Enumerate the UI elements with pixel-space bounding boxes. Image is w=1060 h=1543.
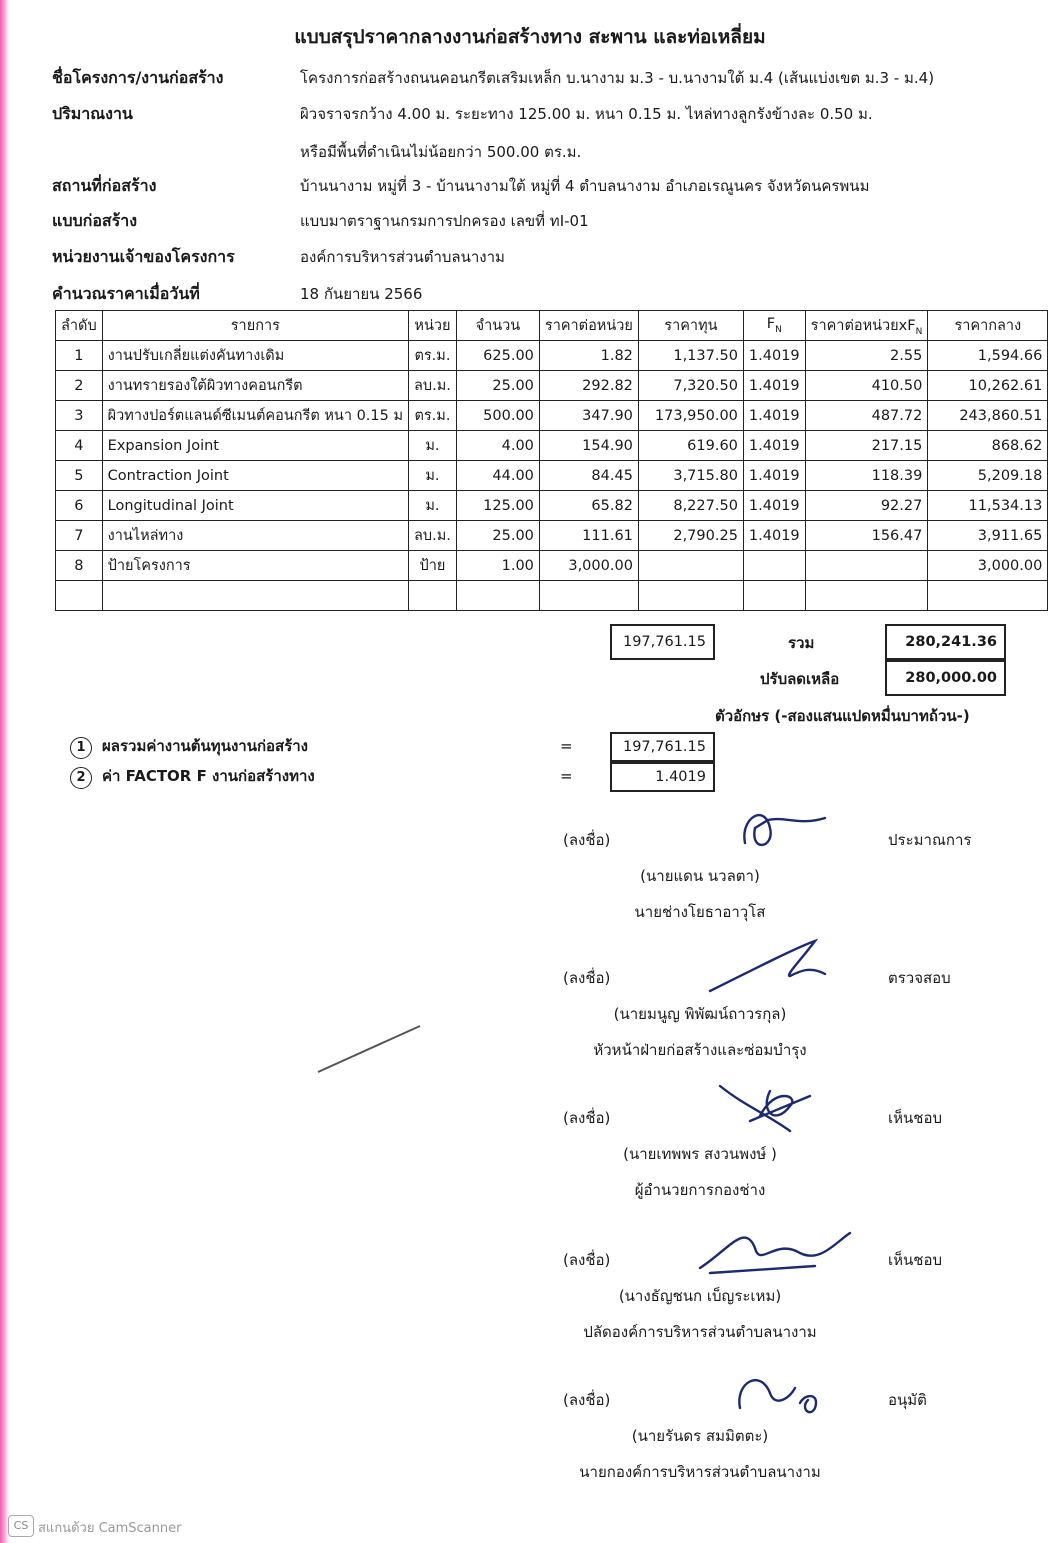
- cell-qty: 125.00: [456, 491, 539, 521]
- header-unit: หน่วย: [409, 311, 457, 341]
- signer-position: นายกองค์การบริหารส่วนตำบลนางาม: [579, 1463, 821, 1481]
- cell-factor: 1.4019: [743, 341, 805, 371]
- cell-unit-price: 292.82: [539, 371, 638, 401]
- handwritten-signature: [650, 798, 880, 868]
- cell-mid-price: 868.62: [928, 431, 1048, 461]
- table-row: [56, 581, 1048, 611]
- cell-mid-price: 243,860.51: [928, 401, 1048, 431]
- info-label-design: แบบก่อสร้าง: [52, 211, 138, 230]
- table-row: [56, 461, 1048, 491]
- camscanner-logo: CS: [8, 1515, 34, 1537]
- cell-qty: 25.00: [456, 521, 539, 551]
- cell-unit: ลบ.ม.: [409, 371, 457, 401]
- pen-mark: [310, 1020, 430, 1080]
- signer-role: ตรวจสอบ: [888, 969, 951, 987]
- summary-label-1: ผลรวมค่างานต้นทุนงานก่อสร้าง: [102, 737, 308, 755]
- signer-role: ประมาณการ: [888, 831, 972, 849]
- header-qty: จำนวน: [456, 311, 539, 341]
- table-row: [56, 431, 1048, 461]
- cell-cost: 1,137.50: [638, 341, 743, 371]
- signer-position: ปลัดองค์การบริหารส่วนตำบลนางาม: [583, 1323, 817, 1341]
- cell-no: [56, 581, 103, 611]
- cell-cost: 2,790.25: [638, 521, 743, 551]
- circle-number-2: 2: [70, 767, 92, 789]
- signer-role: เห็นชอบ: [888, 1251, 942, 1269]
- cell-unit-price: [539, 581, 638, 611]
- cell-unit-price: 1.82: [539, 341, 638, 371]
- cell-item: งานไหล่ทาง: [102, 521, 408, 551]
- sign-label: (ลงชื่อ): [563, 969, 611, 987]
- table-row: [56, 551, 1048, 581]
- signer-role: เห็นชอบ: [888, 1109, 942, 1127]
- cell-unit: ตร.ม.: [409, 341, 457, 371]
- table-header-row: [56, 311, 1048, 341]
- cell-cost: [638, 581, 743, 611]
- signer-position: ผู้อำนวยการกองช่าง: [634, 1181, 766, 1199]
- signer-name: (นายแดน นวลตา): [640, 867, 760, 885]
- header-unit-price-factor: ราคาต่อหน่วย$xF_N$: [805, 311, 928, 341]
- signer-name: (นางธัญชนก เบ็ญระเหม): [618, 1287, 782, 1305]
- header-mid-price: ราคากลาง: [928, 311, 1048, 341]
- header-cost: ราคาทุน: [638, 311, 743, 341]
- cell-qty: 500.00: [456, 401, 539, 431]
- cell-item: Expansion Joint: [102, 431, 408, 461]
- cell-unit-price-factor: [805, 581, 928, 611]
- cell-unit-price-factor: 2.55: [805, 341, 928, 371]
- cell-cost: 7,320.50: [638, 371, 743, 401]
- info-label-quantity: ปริมาณงาน: [52, 104, 133, 123]
- summary-eq-1: =: [560, 737, 573, 755]
- cell-unit-price: 154.90: [539, 431, 638, 461]
- cell-no: 7: [56, 521, 103, 551]
- document-title: แบบสรุปราคากลางงานก่อสร้างทาง สะพาน และท่อเหลี่ยม: [294, 26, 766, 48]
- cell-factor: 1.4019: [743, 371, 805, 401]
- cell-mid-price: 1,594.66: [928, 341, 1048, 371]
- summary-line-2: [70, 764, 315, 789]
- cell-no: 3: [56, 401, 103, 431]
- cell-unit: ม.: [409, 491, 457, 521]
- price-table: [55, 310, 1048, 611]
- summary-label-2: ค่า FACTOR F งานก่อสร้างทาง: [102, 767, 315, 785]
- cell-no: 6: [56, 491, 103, 521]
- cell-unit-price: 84.45: [539, 461, 638, 491]
- cell-qty: 625.00: [456, 341, 539, 371]
- cell-unit-price: 65.82: [539, 491, 638, 521]
- sign-label: (ลงชื่อ): [563, 1251, 611, 1269]
- cell-no: 8: [56, 551, 103, 581]
- cell-unit: ม.: [409, 431, 457, 461]
- cell-mid-price: 3,000.00: [928, 551, 1048, 581]
- info-label-owner: หน่วยงานเจ้าของโครงการ: [52, 247, 235, 266]
- total-cost-box: 197,761.15: [610, 624, 715, 660]
- summary-value-1: 197,761.15: [610, 732, 715, 762]
- cell-cost: 173,950.00: [638, 401, 743, 431]
- table-row: [56, 341, 1048, 371]
- signer-name: (นายมนูญ พิพัฒน์ถาวรกุล): [613, 1005, 787, 1023]
- cell-mid-price: 11,534.13: [928, 491, 1048, 521]
- cell-mid-price: 3,911.65: [928, 521, 1048, 551]
- info-value-design: แบบมาตราฐานกรมการปกครอง เลขที่ ทI-01: [300, 212, 589, 230]
- amount-in-words: ตัวอักษร (-สองแสนแปดหมื่นบาทถ้วน-): [715, 707, 970, 725]
- cell-unit-price-factor: 487.72: [805, 401, 928, 431]
- info-value-date: 18 กันยายน 2566: [300, 285, 423, 303]
- signer-name: (นายรันดร สมมิตตะ): [631, 1427, 769, 1445]
- cell-unit-price: 111.61: [539, 521, 638, 551]
- cell-unit: ป้าย: [409, 551, 457, 581]
- info-label-location: สถานที่ก่อสร้าง: [52, 176, 157, 195]
- info-label-date: คำนวณราคาเมื่อวันที่: [52, 284, 200, 303]
- cell-unit-price: 347.90: [539, 401, 638, 431]
- info-value-quantity: ผิวจราจรกว้าง 4.00 ม. ระยะทาง 125.00 ม. หนา 0.15 ม. ไหล่ทางลูกรังข้างละ 0.50 ม.: [300, 105, 873, 123]
- adjusted-label: ปรับลดเหลือ: [760, 670, 840, 688]
- camscanner-text: สแกนด้วย CamScanner: [38, 1521, 182, 1536]
- cell-factor: 1.4019: [743, 401, 805, 431]
- cell-cost: 619.60: [638, 431, 743, 461]
- cell-qty: 1.00: [456, 551, 539, 581]
- scan-edge: [0, 0, 9, 1543]
- table-row: [56, 401, 1048, 431]
- cell-item: งานปรับเกลี่ยแต่งคันทางเดิม: [102, 341, 408, 371]
- cell-unit: ลบ.ม.: [409, 521, 457, 551]
- cell-qty: 25.00: [456, 371, 539, 401]
- cell-item: งานทรายรองใต้ผิวทางคอนกรีต: [102, 371, 408, 401]
- cell-qty: [456, 581, 539, 611]
- cell-item: ป้ายโครงการ: [102, 551, 408, 581]
- table-row: [56, 371, 1048, 401]
- cell-unit: ตร.ม.: [409, 401, 457, 431]
- table-row: [56, 491, 1048, 521]
- signer-position: นายช่างโยธาอาวุโส: [634, 903, 766, 921]
- sign-label: (ลงชื่อ): [563, 831, 611, 849]
- cell-unit-price-factor: 217.15: [805, 431, 928, 461]
- cell-unit-price: 3,000.00: [539, 551, 638, 581]
- handwritten-signature: [650, 936, 880, 1006]
- sign-label: (ลงชื่อ): [563, 1391, 611, 1409]
- handwritten-signature: [650, 1218, 880, 1288]
- cell-unit-price-factor: 156.47: [805, 521, 928, 551]
- cell-item: ผิวทางปอร์ตแลนด์ซีเมนต์คอนกรีต หนา 0.15 ม: [102, 401, 408, 431]
- cell-no: 5: [56, 461, 103, 491]
- cell-no: 4: [56, 431, 103, 461]
- cell-item: [102, 581, 408, 611]
- cell-cost: [638, 551, 743, 581]
- cell-factor: 1.4019: [743, 431, 805, 461]
- header-unit-price: ราคาต่อหน่วย: [539, 311, 638, 341]
- cell-qty: 4.00: [456, 431, 539, 461]
- info-value-owner: องค์การบริหารส่วนตำบลนางาม: [300, 248, 505, 266]
- summary-eq-2: =: [560, 767, 573, 785]
- cell-factor: [743, 581, 805, 611]
- cell-no: 1: [56, 341, 103, 371]
- info-label-project: ชื่อโครงการ/งานก่อสร้าง: [52, 68, 224, 87]
- cell-unit-price-factor: 118.39: [805, 461, 928, 491]
- summary-line-1: [70, 734, 308, 759]
- cell-factor: 1.4019: [743, 491, 805, 521]
- cell-mid-price: 5,209.18: [928, 461, 1048, 491]
- cell-unit: [409, 581, 457, 611]
- total-label: รวม: [788, 634, 815, 652]
- cell-unit-price-factor: 410.50: [805, 371, 928, 401]
- cell-unit: ม.: [409, 461, 457, 491]
- cell-factor: [743, 551, 805, 581]
- header-factor: $F_N$: [743, 311, 805, 341]
- sign-label: (ลงชื่อ): [563, 1109, 611, 1127]
- cell-mid-price: [928, 581, 1048, 611]
- circle-number-1: 1: [70, 737, 92, 759]
- cell-unit-price-factor: 92.27: [805, 491, 928, 521]
- cell-item: Contraction Joint: [102, 461, 408, 491]
- header-item: รายการ: [102, 311, 408, 341]
- signer-role: อนุมัติ: [888, 1391, 927, 1409]
- handwritten-signature: [650, 1076, 880, 1146]
- cell-qty: 44.00: [456, 461, 539, 491]
- cell-no: 2: [56, 371, 103, 401]
- info-value-project: โครงการก่อสร้างถนนคอนกรีตเสริมเหล็ก บ.นางาม ม.3 - บ.นางามใต้ ม.4 (เส้นแบ่งเขต ม.3 - ม.4): [300, 69, 935, 87]
- summary-value-2: 1.4019: [610, 762, 715, 792]
- cell-factor: 1.4019: [743, 521, 805, 551]
- cell-cost: 8,227.50: [638, 491, 743, 521]
- cell-unit-price-factor: [805, 551, 928, 581]
- cell-factor: 1.4019: [743, 461, 805, 491]
- cell-item: Longitudinal Joint: [102, 491, 408, 521]
- total-mid-price-box: 280,241.36: [885, 624, 1006, 660]
- signer-name: (นายเทพพร สงวนพงษ์ ): [623, 1145, 777, 1163]
- cell-mid-price: 10,262.61: [928, 371, 1048, 401]
- info-value-location: บ้านนางาม หมู่ที่ 3 - บ้านนางามใต้ หมู่ที่ 4 ตำบลนางาม อำเภอเรณูนคร จังหวัดนครพนม: [300, 177, 870, 195]
- cell-cost: 3,715.80: [638, 461, 743, 491]
- info-value-area: หรือมีพื้นที่ดำเนินไม่น้อยกว่า 500.00 ตร.ม.: [300, 143, 582, 161]
- handwritten-signature: [650, 1358, 880, 1428]
- header-no: ลำดับ: [56, 311, 103, 341]
- signer-position: หัวหน้าฝ่ายก่อสร้างและซ่อมบำรุง: [593, 1041, 807, 1059]
- table-row: [56, 521, 1048, 551]
- adjusted-value-box: 280,000.00: [885, 660, 1006, 696]
